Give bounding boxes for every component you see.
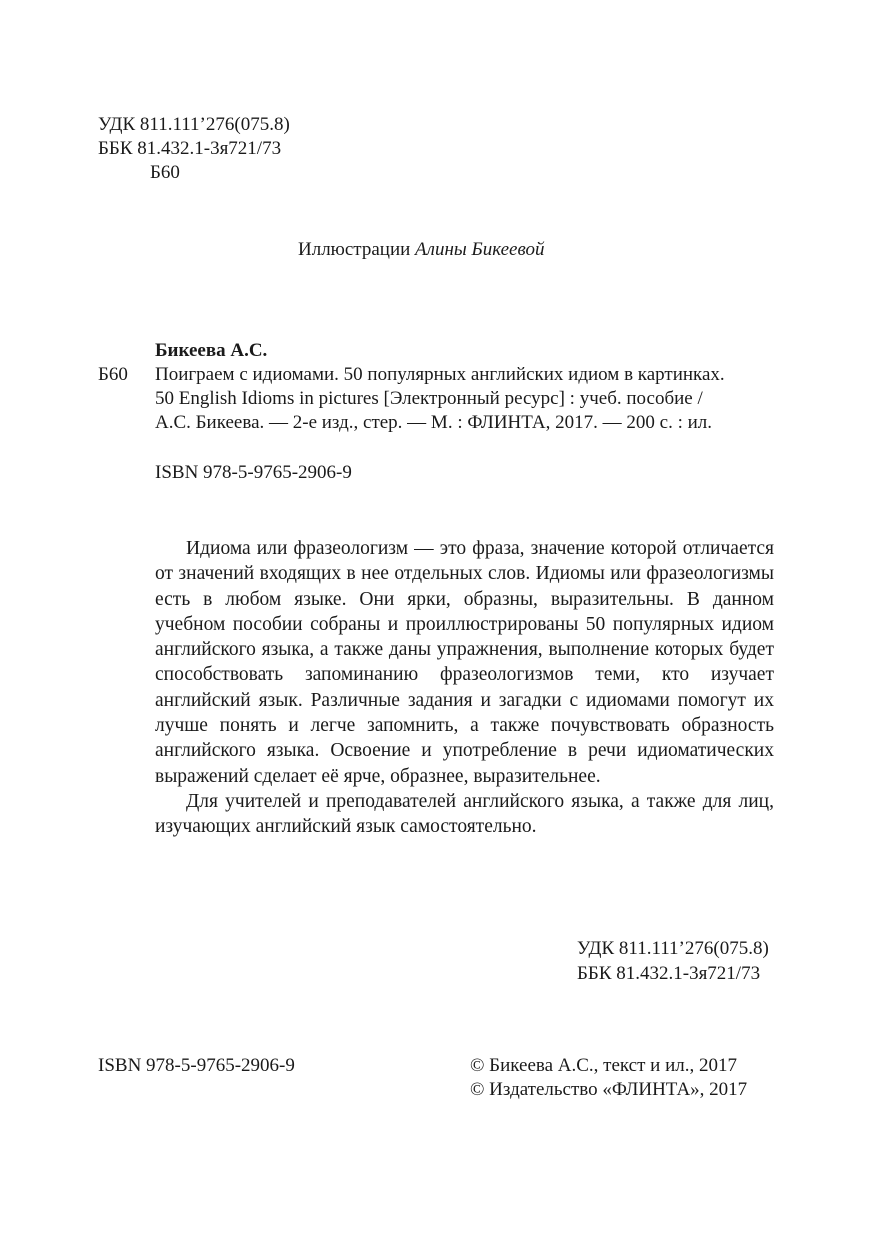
udk-top: УДК 811.111’276(075.8)	[98, 114, 290, 135]
record-line-3: А.С. Бикеева. — 2-е изд., стер. — М. : ФЛИНТА, 2017. — 200 с. : ил.	[155, 412, 713, 433]
illustrator-name: Алины Бикеевой	[415, 239, 545, 260]
copyright-author: © Бикеева А.С., текст и ил., 2017	[470, 1055, 737, 1076]
copyright-publisher: © Издательство «ФЛИНТА», 2017	[470, 1079, 748, 1100]
illustrations-prefix: Иллюстрации	[298, 239, 411, 260]
audience-paragraph: Для учителей и преподавателей английского языка, а также для лиц, изучающих английский язык самостоятельно.	[155, 790, 774, 838]
abstract	[155, 536, 774, 840]
illustrations-credit	[298, 237, 544, 262]
footer-isbn: ISBN 978-5-9765-2906-9	[98, 1055, 295, 1076]
abstract-paragraph: Идиома или фразеологизм — это фраза, значение которой отличается от значений входящих в нее отдельных слов. Идиомы или фразеологизмы есть в любом языке. Они ярки, образны, выразительны. В данном учебном пособии собраны и проиллюстрированы 50 популярных идиом английского языка, а также даны упражнения, выполнение которых будет способствовать запоминанию фразеологизмов теми, кто изучает английский язык. Различные задания и загадки с идиомами помогут их лучше понять и легче запомнить, а также почувствовать образность английского языка. Освоение и употребление в речи идиоматических выражений сделает её ярче, образнее, выразительнее.	[155, 538, 774, 787]
record-isbn: ISBN 978-5-9765-2906-9	[155, 462, 352, 483]
bbk-bottom: ББК 81.432.1-3я721/73	[577, 963, 761, 984]
record-code: Б60	[98, 364, 128, 385]
record-author: Бикеева А.С.	[155, 340, 268, 361]
bbk-top: ББК 81.432.1-3я721/73	[98, 138, 282, 159]
record-line-1: Поиграем с идиомами. 50 популярных английских идиом в картинках.	[155, 364, 725, 385]
author-sign-top: Б60	[150, 162, 180, 183]
record-line-2: 50 English Idioms in pictures [Электронный ресурс] : учеб. пособие /	[155, 388, 703, 409]
udk-bottom: УДК 811.111’276(075.8)	[577, 938, 769, 959]
